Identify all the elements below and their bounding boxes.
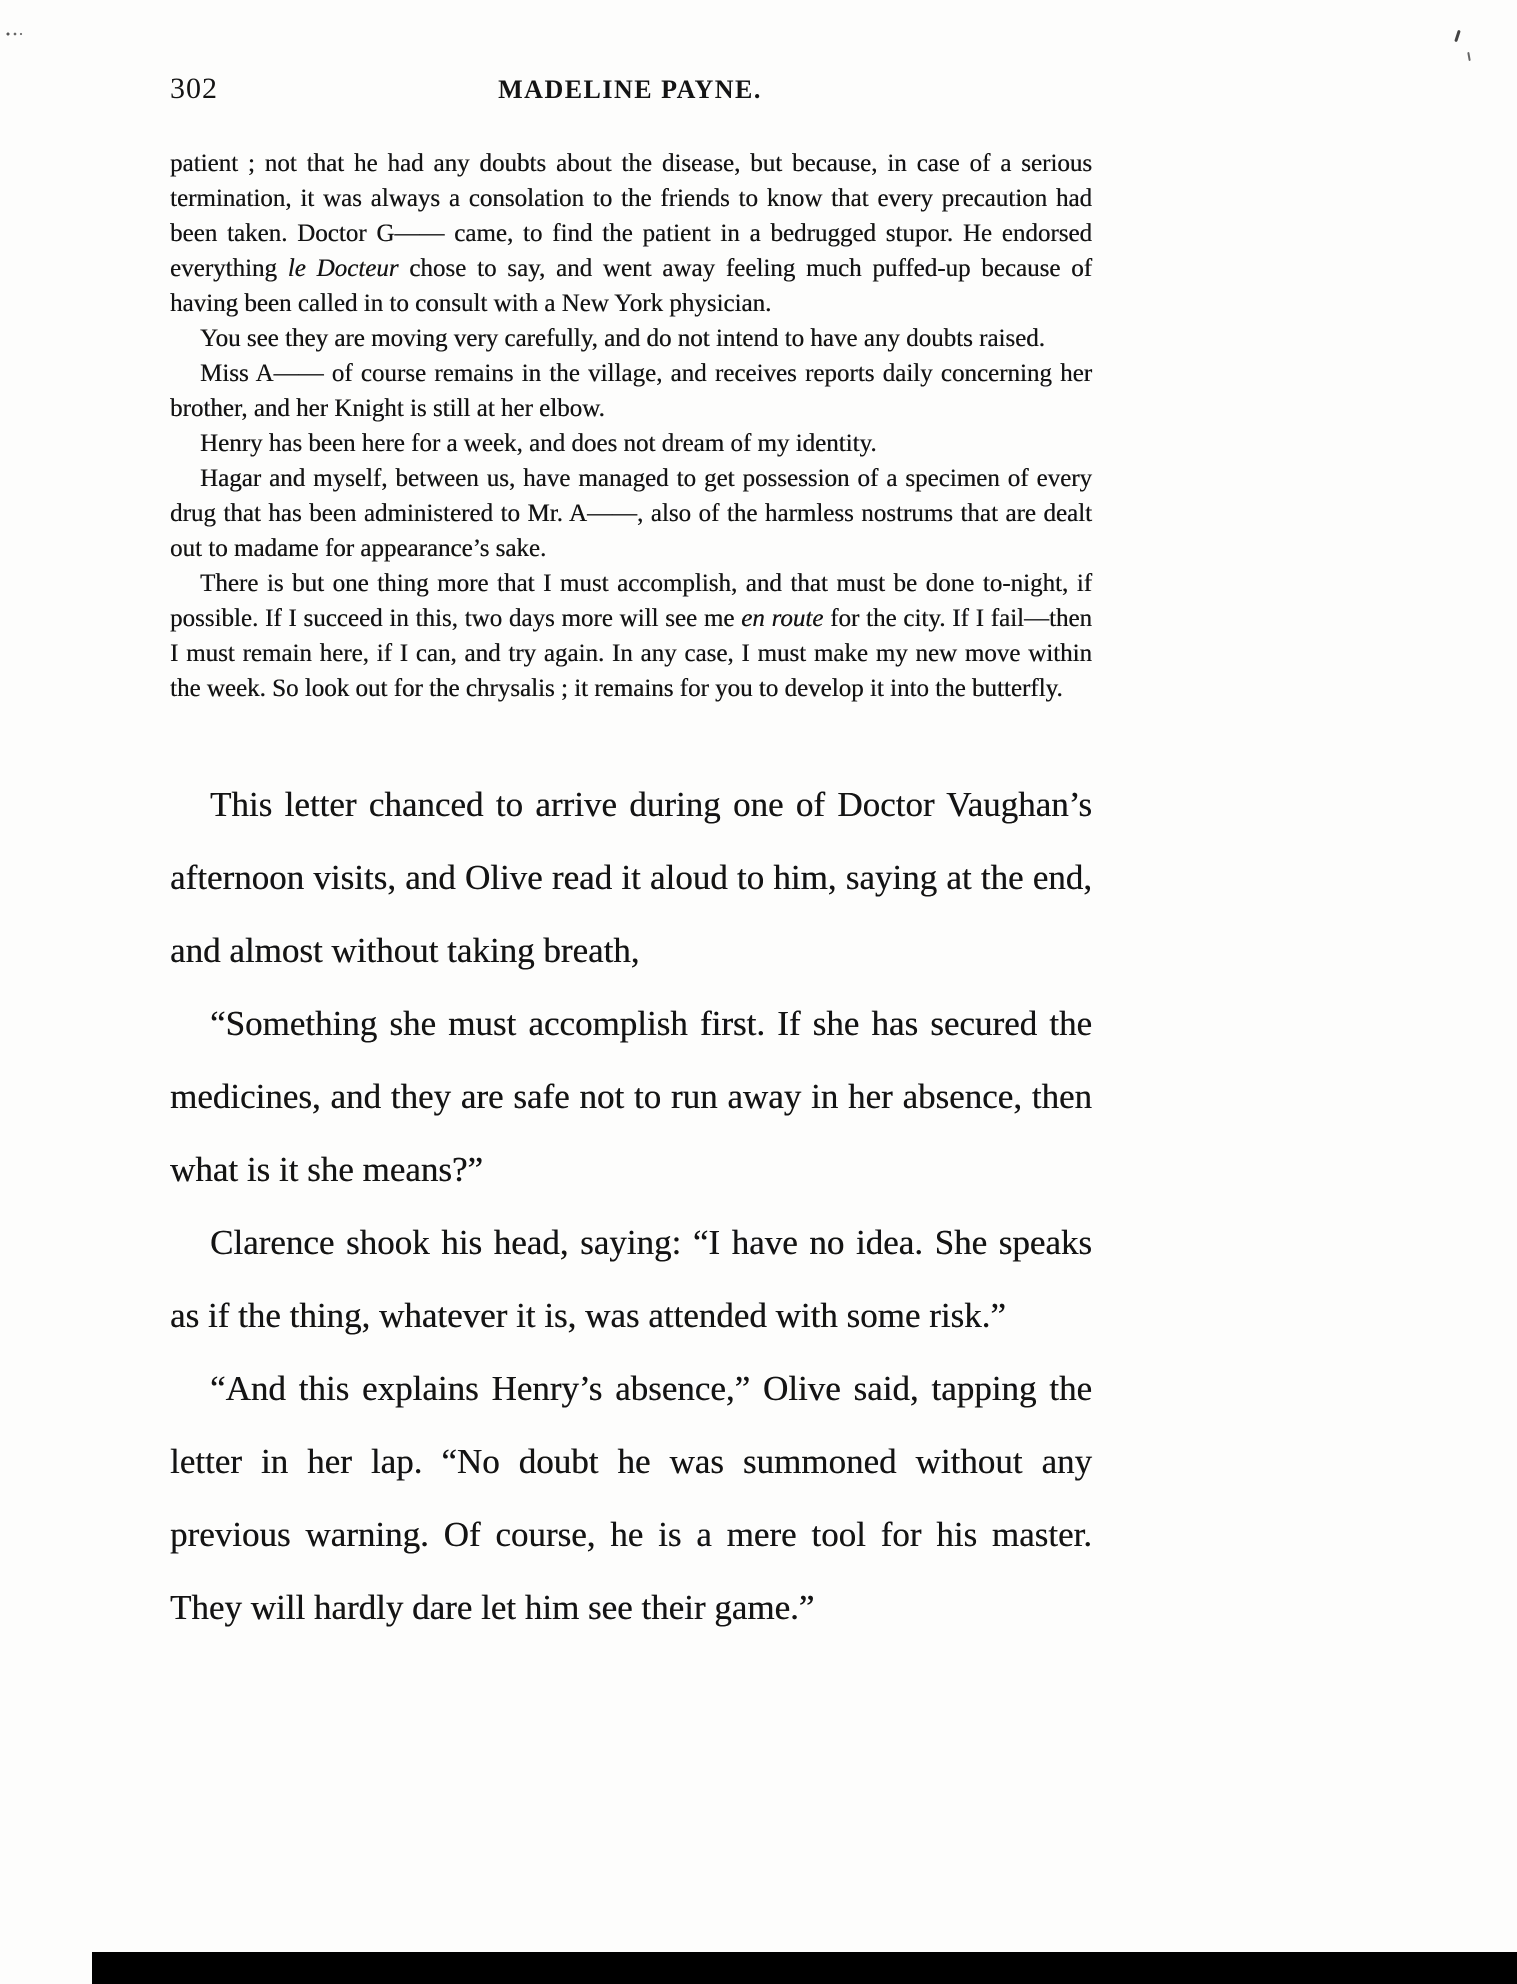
italic-text: le Docteur	[287, 255, 399, 282]
paragraph	[170, 987, 1092, 1206]
page-number: 302	[170, 72, 218, 105]
letter-body	[170, 146, 1092, 706]
scan-mark-artifact	[1454, 30, 1461, 42]
text-run: for the city. If I fail—then I must remain here, if I can, and try again. In any case, I must make my new move within the week. So look out for the chrysalis ; it remains for you to develop it into the butterfly.	[170, 605, 1092, 702]
paragraph	[170, 768, 1092, 987]
text-run: Clarence shook his head, saying: “I have no idea. She speaks as if the thing, whatever it is, was attended with some risk.”	[170, 1223, 1092, 1335]
text-run: Hagar and myself, between us, have managed to get possession of a specimen of every drug that has been administered to Mr. A——, also of the harmless nostrums that are dealt out to madame for appearance’s sake.	[170, 465, 1092, 562]
paragraph	[170, 1352, 1092, 1644]
text-run: You see they are moving very carefully, and do not intend to have any doubts raised.	[200, 325, 1045, 352]
text-run: chose to say, and went away feeling much puffed-up because of having been called in to consult with a New York physician.	[170, 255, 1092, 317]
paragraph	[170, 566, 1092, 706]
text-run: patient ; not that he had any doubts about the disease, but because, in case of a serious termination, it was always a consolation to the friends to know that every precaution had been taken. Doctor G—— came, to find the patient in a bedrugged stupor. He endorsed everything	[170, 150, 1092, 282]
text-run: Miss A—— of course remains in the village, and receives reports daily concerning her brother, and her Knight is still at her elbow.	[170, 360, 1092, 422]
running-title: MADELINE PAYNE.	[498, 75, 762, 104]
text-run: Henry has been here for a week, and does not dream of my identity.	[200, 430, 877, 457]
paragraph	[170, 146, 1092, 321]
italic-text: en route	[741, 605, 824, 632]
running-head	[170, 72, 1090, 112]
paragraph	[170, 356, 1092, 426]
text-run: There is but one thing more that I must accomplish, and that must be done to-night, if possible. If I succeed in this, two days more will see me	[170, 570, 1092, 632]
page-content	[170, 146, 1092, 1644]
paragraph	[170, 321, 1092, 356]
text-run: “Something she must accomplish first. If she has secured the medicines, and they are safe not to run away in her absence, then what is it she means?”	[170, 1004, 1092, 1189]
paragraph	[170, 461, 1092, 566]
scan-mark-artifact	[1467, 52, 1471, 61]
paragraph	[170, 1206, 1092, 1352]
scan-bottom-bar-artifact	[92, 1952, 1517, 1984]
paragraph	[170, 426, 1092, 461]
text-run: “And this explains Henry’s absence,” Olive said, tapping the letter in her lap. “No doubt he was summoned without any previous warning. Of course, he is a mere tool for his master. They will hardly dare let him see their game.”	[170, 1369, 1092, 1627]
text-run: This letter chanced to arrive during one of Doctor Vaughan’s afternoon visits, and Olive read it aloud to him, saying at the end, and almost without taking breath,	[170, 785, 1092, 970]
scan-speck-artifact	[6, 32, 28, 36]
narrative-body	[170, 768, 1092, 1644]
